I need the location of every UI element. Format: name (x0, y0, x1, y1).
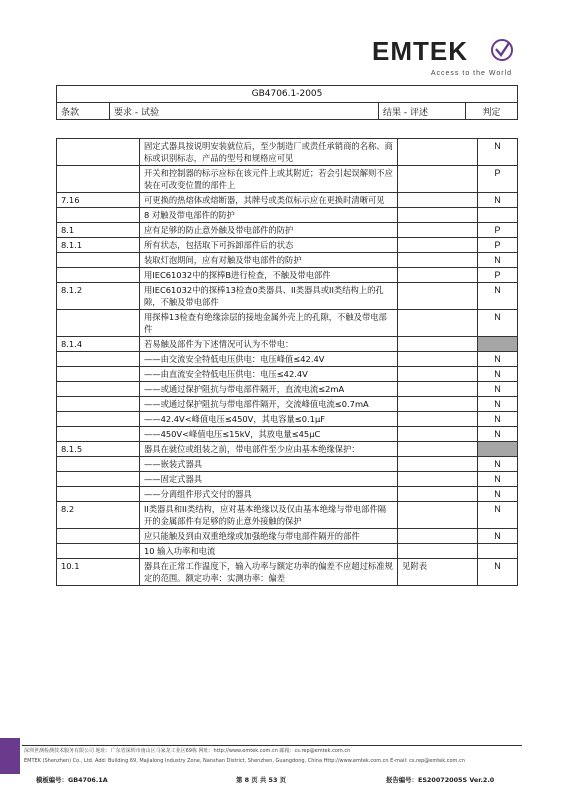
footer-divider (22, 745, 522, 746)
logo-text: EMTEK (372, 36, 468, 66)
result-cell (398, 427, 478, 442)
report-number: 报告编号：ES20072005S Ver.2.0 (386, 776, 495, 784)
clause-cell (57, 382, 140, 397)
verdict-cell: N (478, 457, 518, 472)
clause-cell (57, 457, 140, 472)
clause-cell (57, 397, 140, 412)
requirement-cell: 所有状态，包括取下可拆卸部件后的状态 (139, 238, 397, 253)
table-row (57, 193, 518, 208)
verdict-cell: N (478, 367, 518, 382)
requirement-cell: 器具在就位或组装之前，带电部件至少应由基本绝缘保护： (139, 442, 397, 457)
verdict-cell: N (478, 139, 518, 166)
requirement-cell: 固定式器具按说明安装就位后，至少制造厂或责任承销商的名称、商标或识别标志，产品的型号和规格应可见 (139, 139, 397, 166)
result-cell (398, 253, 478, 268)
verdict-cell (478, 544, 518, 559)
verdict-cell: P (478, 223, 518, 238)
footer-address-en: EMTEK (Shenzhen) Co., Ltd. Add: Building 69, Majialong Industry Zone, Nanshan District, Shenzhen, Guangdong, China Http://www.emtek.com.cn E-mail: cs.rep@emtek.com.cn (24, 758, 465, 764)
clause-cell: 8.1.2 (57, 283, 140, 310)
table-row (57, 337, 518, 352)
table-row (57, 412, 518, 427)
result-cell (398, 397, 478, 412)
clause-cell (57, 487, 140, 502)
requirement-cell: 若易触及部件为下述情况可认为不带电： (139, 337, 397, 352)
verdict-cell: P (478, 238, 518, 253)
verdict-cell: N (478, 253, 518, 268)
clause-table (56, 138, 518, 586)
result-cell (398, 382, 478, 397)
result-cell: 见附表 (398, 559, 478, 586)
result-cell (398, 487, 478, 502)
table-row (57, 352, 518, 367)
column-verdict: 判定 (466, 103, 518, 120)
standard-number: GB4706.1-2005 (57, 86, 518, 103)
clause-cell: 8.1.1 (57, 238, 140, 253)
clause-cell: 10.1 (57, 559, 140, 586)
tagline: Access to the World (430, 70, 512, 77)
requirement-cell: 用IEC61032中的探棒13检查0类器具、II类器具或II类结构上的孔隙，不触及带电部件 (139, 283, 397, 310)
clause-cell (57, 253, 140, 268)
clause-cell (57, 472, 140, 487)
result-cell (398, 166, 478, 193)
requirement-cell: ——固定式器具 (139, 472, 397, 487)
clause-cell (57, 412, 140, 427)
clause-cell (57, 208, 140, 223)
table-row (57, 472, 518, 487)
column-clause: 条款 (57, 103, 110, 120)
verdict-cell: N (478, 382, 518, 397)
result-cell (398, 283, 478, 310)
result-cell (398, 337, 478, 352)
table-row (57, 529, 518, 544)
checkmark-logo-icon (490, 38, 514, 62)
result-cell (398, 442, 478, 457)
table-row (57, 487, 518, 502)
result-cell (398, 502, 478, 529)
result-cell (398, 529, 478, 544)
clause-cell (57, 166, 140, 193)
column-requirement: 要求 - 试验 (110, 103, 379, 120)
verdict-cell: P (478, 166, 518, 193)
requirement-cell: 开关和控制器的标示应标在该元件上或其附近；若会引起误解则不应装在可改变位置的部件上 (139, 166, 397, 193)
result-cell (398, 139, 478, 166)
result-cell (398, 310, 478, 337)
requirement-cell: ——或通过保护阻抗与带电部件隔开，直流电流≤2mA (139, 382, 397, 397)
result-cell (398, 472, 478, 487)
verdict-cell: N (478, 472, 518, 487)
page-number: 第 8 页 共 53 页 (236, 776, 287, 784)
clause-cell: 8.2 (57, 502, 140, 529)
table-row (57, 442, 518, 457)
clause-cell (57, 352, 140, 367)
clause-cell (57, 544, 140, 559)
clause-cell: 8.1.4 (57, 337, 140, 352)
clause-cell: 8.1.5 (57, 442, 140, 457)
clause-cell: 7.16 (57, 193, 140, 208)
clause-cell (57, 529, 140, 544)
result-cell (398, 352, 478, 367)
requirement-cell: 用IEC61032中的探棒B进行检查，不触及带电部件 (139, 268, 397, 283)
table-row (57, 559, 518, 586)
verdict-cell: N (478, 529, 518, 544)
result-cell (398, 193, 478, 208)
requirement-cell: 用探棒13检查有绝缘涂层的接地金属外壳上的孔隙，不触及带电部件 (139, 310, 397, 337)
table-row (57, 382, 518, 397)
table-row (57, 223, 518, 238)
table-row (57, 139, 518, 166)
requirement-cell: 8 对触及带电部件的防护 (139, 208, 397, 223)
requirement-cell: 装取灯泡期间，应有对触及带电部件的防护 (139, 253, 397, 268)
clause-cell (57, 367, 140, 382)
verdict-cell (478, 337, 518, 352)
result-cell (398, 223, 478, 238)
table-row (57, 253, 518, 268)
requirement-cell: 10 输入功率和电流 (139, 544, 397, 559)
result-cell (398, 412, 478, 427)
clause-cell: 8.1 (57, 223, 140, 238)
verdict-cell: N (478, 427, 518, 442)
verdict-cell: N (478, 502, 518, 529)
table-row (57, 502, 518, 529)
verdict-cell: P (478, 268, 518, 283)
requirement-cell: 可更换的热熔体或熔断器，其牌号或类似标示应在更换时清晰可见 (139, 193, 397, 208)
verdict-cell (478, 208, 518, 223)
verdict-cell: N (478, 487, 518, 502)
requirement-cell: ——由直流安全特低电压供电：电压≤42.4V (139, 367, 397, 382)
table-row (57, 367, 518, 382)
table-row (57, 268, 518, 283)
report-header-table (56, 85, 518, 120)
verdict-cell: N (478, 283, 518, 310)
verdict-cell: N (478, 193, 518, 208)
result-cell (398, 238, 478, 253)
verdict-cell: N (478, 352, 518, 367)
result-cell (398, 268, 478, 283)
template-number: 模板编号：GB4706.1A (36, 776, 108, 784)
requirement-cell: ——或通过保护阻抗与带电部件隔开，交流峰值电流≤0.7mA (139, 397, 397, 412)
result-cell (398, 367, 478, 382)
table-row (57, 283, 518, 310)
requirement-cell: 应有足够的防止意外触及带电部件的防护 (139, 223, 397, 238)
table-row (57, 310, 518, 337)
requirement-cell: 器具在正常工作温度下，输入功率与额定功率的偏差不应超过标准规定的范围。额定功率：实测功率：偏差 (139, 559, 397, 586)
requirement-cell: II类器具和II类结构，应对基本绝缘以及仅由基本绝缘与带电部件隔开的金属部件有足够的防止意外接触的保护 (139, 502, 397, 529)
requirement-cell: ——由交流安全特低电压供电：电压峰值≤42.4V (139, 352, 397, 367)
requirement-cell: 应只能触及到由双重绝缘或加强绝缘与带电部件隔开的部件 (139, 529, 397, 544)
verdict-cell: N (478, 310, 518, 337)
table-row (57, 427, 518, 442)
clause-cell (57, 139, 140, 166)
requirement-cell: ——嵌装式器具 (139, 457, 397, 472)
table-row (57, 166, 518, 193)
clause-cell (57, 268, 140, 283)
clause-cell (57, 427, 140, 442)
verdict-cell: N (478, 559, 518, 586)
table-row (57, 238, 518, 253)
table-row (57, 457, 518, 472)
requirement-cell: ——分离组件形式交付的器具 (139, 487, 397, 502)
clause-cell (57, 310, 140, 337)
table-row (57, 544, 518, 559)
column-result: 结果 - 评述 (379, 103, 466, 120)
result-cell (398, 457, 478, 472)
verdict-cell (478, 442, 518, 457)
result-cell (398, 208, 478, 223)
requirement-cell: ——42.4V<峰值电压≤450V，其电容量≤0.1μF (139, 412, 397, 427)
requirement-cell: ——450V<峰值电压≤15kV，其放电量≤45μC (139, 427, 397, 442)
footer-accent-bar (0, 738, 20, 774)
verdict-cell: N (478, 397, 518, 412)
result-cell (398, 544, 478, 559)
footer-address-cn: 深圳世测检测技术服务有限公司 地址：广东省深圳市南山区马家龙工业区69栋 网址：http://www.emtek.com.cn 邮箱：cs.rep@emtek.com.cn (24, 748, 351, 754)
table-row (57, 397, 518, 412)
verdict-cell: N (478, 412, 518, 427)
table-row (57, 208, 518, 223)
